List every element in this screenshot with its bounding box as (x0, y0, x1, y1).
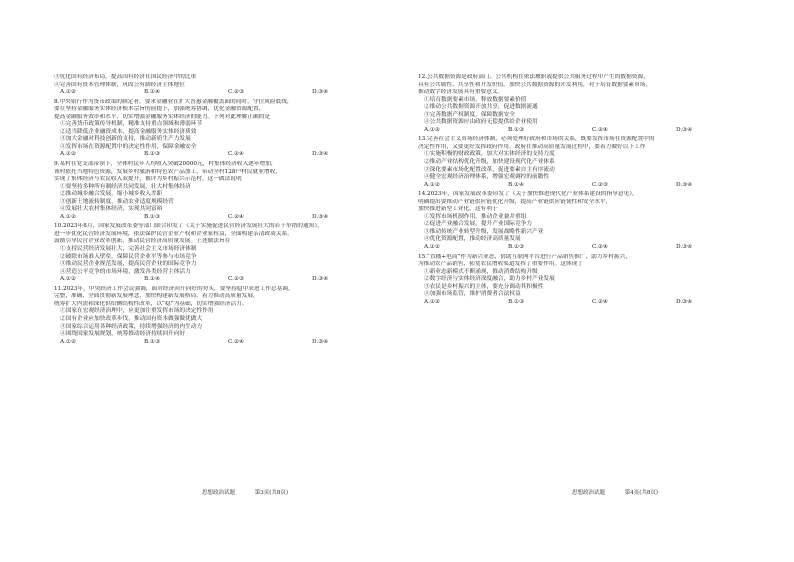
option: ①培育数据要素市场，释放数据要素价值 (424, 96, 527, 103)
question-stem: 14.2023年，国家发展改革委印发了《关于加快推进现代化产业体系建设的指导意见》， (418, 191, 638, 198)
choice-d: D.③④ (676, 244, 693, 251)
option: ②适当降低企业融资成本，提高金融服务实体经济质效 (60, 128, 197, 135)
option: ④公共数据资源应由政府无偿提供给企业使用 (424, 119, 538, 126)
question-stem: 实现了集体经济与农民收入双提升，被评为乡村振兴示范村。这一做法说明 (54, 176, 242, 183)
question-stem: 为推动农产品销售、拓宽农民增收渠道发挥了重要作用。这体现了 (418, 261, 583, 268)
choice-b: B.①③ (508, 298, 525, 305)
question-stem: 8.中央银行作为货币政策的制定者，要求金融业在扩大普惠金融覆盖面的同时，守住风险底线， (54, 98, 293, 105)
option: ②推动公共数据资源开放共享，促进数据流通 (424, 104, 538, 111)
option: ③加大金融对科技创新的支持，推动新质生产力发展 (60, 136, 191, 143)
choice-d: D.③④ (312, 89, 329, 96)
option: ②破除市场准入壁垒，保障民营企业平等参与市场竞争 (60, 253, 197, 260)
choice-d: D.③④ (676, 126, 693, 133)
footer-page-number: 第3页(共8页) (254, 490, 289, 496)
choice-a: A.①② (60, 151, 77, 158)
answer-choices (54, 276, 400, 284)
choice-b: B.①③ (508, 126, 525, 133)
option: ①完善货币政策传导机制，精准支持重点领域和薄弱环节 (60, 121, 203, 128)
choice-c: C.②④ (228, 338, 245, 345)
question-stem: 鼓励引导民营企业改革创新，推动民营经济高质量发展。上述做法旨在 (54, 238, 231, 245)
footer-subject: 思想政治试题 (202, 490, 236, 496)
answer-choices (418, 244, 764, 252)
option: ②数字经济与实体经济深度融合，助力乡村产业发展 (424, 276, 555, 283)
question-stem: 10.2023年8月，国家发展改革委等部门联合印发了《关于实施促进民营经济发展壮大的若干举措的通知》， (54, 223, 323, 230)
question-12 (418, 74, 764, 134)
choice-a: A.①② (424, 244, 441, 251)
choice-d: D.③④ (312, 338, 329, 345)
option: ③深化要素市场化配置改革，促进要素自主有序流动 (424, 166, 555, 173)
question-8 (54, 99, 400, 159)
option: ①支持民营经济发展壮大，完善社会主义市场经济体制 (60, 246, 197, 253)
option: ④健全宏观经济治理体系，增强宏观调控的前瞻性 (424, 174, 550, 181)
question-13 (418, 136, 764, 189)
question-9 (54, 161, 400, 221)
choice-c: C.②④ (228, 213, 245, 220)
choice-a: A.①② (60, 338, 77, 345)
option: ③农民是乡村振兴的主体，要充分调动其积极性 (424, 283, 544, 290)
choice-c: C.②③ (228, 89, 245, 96)
question-10 (54, 223, 400, 283)
question-stem: 统筹扩大内需和深化供给侧结构性改革，以“稳”为基础，切实增强经济活力。 (54, 300, 248, 307)
choice-d: D.③④ (312, 151, 329, 158)
option: ②推动产业结构优化升级，加快建设现代化产业体系 (424, 159, 555, 166)
option: ①新业态新模式不断涌现，推动消费结构升级 (424, 268, 538, 275)
choice-b: B.①③ (144, 338, 161, 345)
choice-b: B.①④ (144, 276, 161, 283)
question-stem: 明确提出要推动产业链供应链优化升级，提高产业链供应链韧性和安全水平， (418, 198, 612, 205)
option: ④加强市场监管，维护消费者合法权益 (424, 291, 521, 298)
question-stem: 加快推进新型工业化，这有利于 (418, 206, 498, 213)
question-14 (418, 191, 764, 251)
question-stem: 提高金融服务效率和水平，切实增强金融服务实体经济的能力。下列对此理解正确的是 (54, 113, 271, 120)
answer-choices (418, 299, 764, 307)
choice-c: C.②④ (592, 244, 609, 251)
footer-page-number: 第4页(共8页) (624, 490, 659, 496)
choice-d: D.③④ (676, 181, 693, 188)
option: ②促进产业融合发展，提升产业国际竞争力 (424, 221, 533, 228)
choice-b: B.①③ (144, 151, 161, 158)
choice-c: C.②④ (592, 298, 609, 305)
question-stem: 12.公共数据资源是政府部门、公共机构在依法履职或提供公共服务过程中产生的数据资源， (418, 74, 649, 80)
choice-b: B.①③ (508, 244, 525, 251)
choice-a: A.①② (424, 181, 441, 188)
question-stem: 具有公共属性、共享性和开发价值。加快公共数据资源的开发利用，对于培育数据要素市场、 (418, 81, 652, 88)
option: ③推动民营企业规范发展，提高民营企业的国际竞争力 (60, 261, 197, 268)
answer-choices (54, 214, 400, 222)
choice-b: B.①④ (144, 89, 161, 96)
option: ③国家综合运用各种经济政策，持续增强经济的内生动力 (60, 323, 203, 330)
option: ④发展壮大农村集体经济，实现共同富裕 (60, 206, 163, 213)
choice-a: A.①② (424, 298, 441, 305)
choice-d: D.③④ (312, 213, 329, 220)
answer-choices (54, 89, 400, 97)
option: ①发挥市场机制作用，推动企业兼并重组 (424, 213, 527, 220)
choice-a: A.①② (424, 126, 441, 133)
question-stem: 11.2023年，中央经济工作会议强调，面对经济回升向好的势头，要坚持稳中求进工作总基调， (54, 285, 294, 292)
choice-d: D.③④ (312, 276, 329, 283)
choice-c: C.②④ (592, 126, 609, 133)
option: ②国有企业应加快改革步伐，推动国有资本做强做优做大 (60, 315, 203, 322)
question-15 (418, 254, 764, 307)
answer-choices (418, 182, 764, 190)
option: ④营造公平竞争的市场环境，激发各类经营主体活力 (60, 268, 191, 275)
option: ①实施积极的财政政策，加大对实体经济的支持力度 (424, 151, 555, 158)
option: ③创新土地流转制度，推动农业适度规模经营 (60, 198, 174, 205)
question-7-tail (54, 74, 400, 97)
option: ③推动传统产业转型升级，发展战略性新兴产业 (424, 228, 544, 235)
right-page-footer (572, 488, 676, 496)
option-line: ③优化国有经济布局，提高国有经济在国民经济中的比重 (54, 74, 197, 80)
question-stem: 推动数字经济发展具有重要意义。 (418, 89, 504, 96)
question-stem: 决定性作用，又要更好发挥政府作用。政府在推动高质量发展过程中，要着力做好以下工作 (418, 143, 646, 150)
footer-subject: 思想政治试题 (572, 490, 606, 496)
option: ④优化资源配置，推动经济高质量发展 (424, 236, 521, 243)
question-stem: 要在坚持金融服务实体经济根本宗旨的前提下，加强统筹协调，优化金融资源配置， (54, 106, 265, 113)
choice-c: C.②③ (592, 181, 609, 188)
option: ④发挥市场在资源配置中的决定性作用，保障金融安全 (60, 143, 197, 150)
choice-a: A.①② (60, 276, 77, 283)
answer-choices (54, 151, 400, 159)
option: ①国家在宏观经济治理中，应更加注重发挥市场的决定性作用 (60, 308, 214, 315)
question-11 (54, 286, 400, 346)
choice-c: C.②④ (228, 151, 245, 158)
option: ④围绕国家发展规划，统筹推动经济持续回升向好 (60, 331, 186, 338)
left-page-footer (202, 488, 306, 496)
question-stem: 完整、准确、全面贯彻新发展理念，加快构建新发展格局，着力推动高质量发展， (54, 293, 259, 300)
question-stem: 13.完善社会主义市场经济体制，必须处理好政府和市场的关系，既要发挥市场在资源配置中的 (418, 136, 655, 143)
question-stem: 该村依托当地特色资源，发展乡村旅游和特色农产品加工，带动全村128户村民就业增收， (54, 168, 281, 175)
answer-choices (418, 127, 764, 135)
option: ③完善数据产权制度，保障数据安全 (424, 111, 515, 118)
answer-choices (54, 339, 400, 347)
choice-a: A.①② (60, 213, 77, 220)
question-stem: 15.“直播+电商”作为新兴业态，借助互联网平台进行产品销售推广，助力乡村振兴， (418, 253, 631, 260)
choice-b: B.①④ (508, 181, 525, 188)
option: ②推动城乡融合发展，缩小城乡收入差距 (60, 191, 163, 198)
option-line: ④完善国有资本管理体制，巩固公有制经济主体地位 (54, 81, 185, 88)
choice-a: A.①② (60, 89, 77, 96)
option: ①要坚持多种所有制经济共同发展，壮大村集体经济 (60, 183, 191, 190)
choice-c: C.②③ (228, 276, 245, 283)
question-stem: 进一步优化民营经济发展环境，依法保护民营企业产权和企业家权益，全面构建亲清政商关系， (54, 230, 293, 237)
choice-d: D.③④ (676, 298, 693, 305)
question-stem: 9.某村在党支部带领下，全体村民年人均收入突破20000元，村集体经济收入逐年增加， (54, 161, 277, 168)
choice-b: B.①③ (144, 213, 161, 220)
